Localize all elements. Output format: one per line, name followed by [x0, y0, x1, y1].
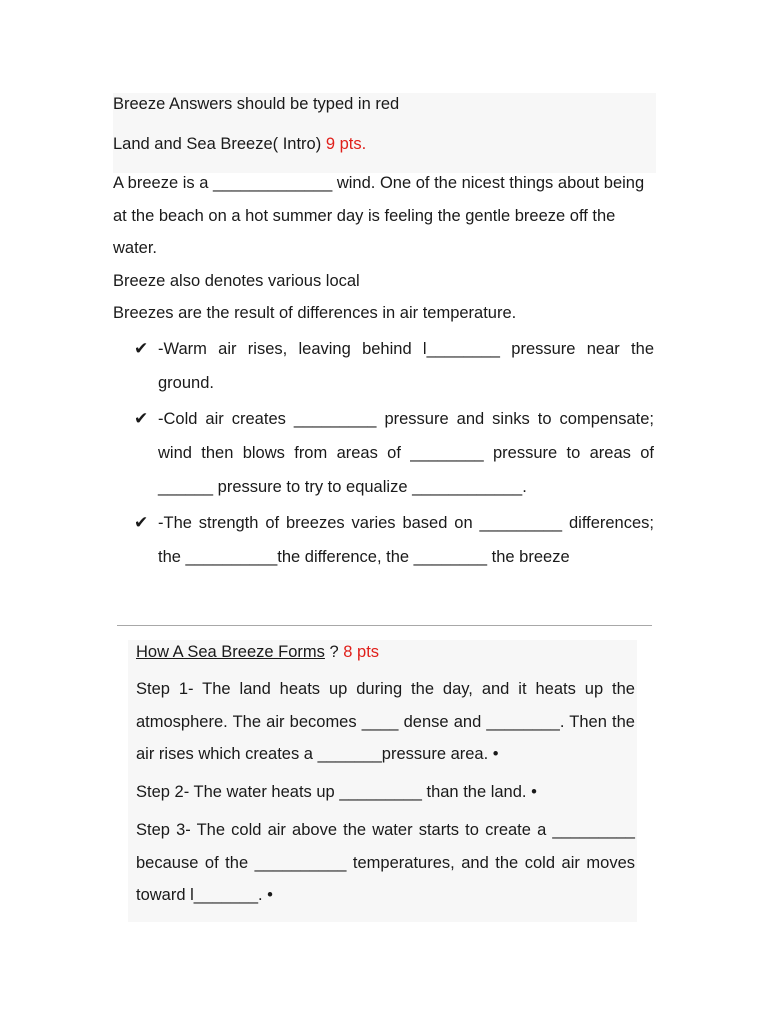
sea-breeze-title-line [136, 642, 379, 662]
step-3: Step 3- The cold air above the water starts to create a _________ because of the __________ temperatures, and the cold air moves toward l_______. • [136, 821, 635, 904]
sea-breeze-title: How A Sea Breeze Forms [136, 643, 325, 661]
intro-paragraph-1: A breeze is a _____________ wind. One of the nicest things about being at the beach on a hot summer day is feeling the gentle breeze off the water. [113, 174, 645, 257]
instruction-line [113, 94, 399, 114]
intro-paragraph-2: Breeze also denotes various local [113, 272, 360, 290]
section-divider [117, 625, 652, 626]
section-title-line [113, 134, 366, 154]
bullet-list [113, 332, 654, 576]
sea-breeze-title-suffix: ? [324, 643, 344, 661]
bullet-item [113, 402, 654, 504]
step-2: Step 2- The water heats up _________ than the land. • [136, 783, 537, 801]
bullet-item [113, 332, 654, 400]
bullet-text: -Warm air rises, leaving behind l________ pressure near the ground. [158, 340, 654, 392]
step-1: Step 1- The land heats up during the day, and it heats up the atmosphere. The air becomes ____ dense and ________. Then the air rises which creates a _______pressure area. • [136, 680, 635, 763]
checkmark-icon: ✔ [134, 409, 149, 428]
bullet-item [113, 506, 654, 574]
instruction-text: Breeze Answers should be typed in red [113, 95, 400, 113]
checkmark-icon: ✔ [134, 339, 149, 358]
bullet-text: -Cold air creates _________ pressure and sinks to compensate; wind then blows from areas of ________ pressure to areas of ______ pressure to try to equalize ____________. [158, 410, 654, 496]
section-points: 9 pts. [325, 135, 367, 153]
sea-breeze-points: 8 pts [343, 643, 380, 661]
bullet-text: -The strength of breezes varies based on _________ differences; the __________the difference, the ________ the breeze [158, 514, 654, 566]
intro-paragraph-3: Breezes are the result of differences in air temperature. [113, 304, 517, 322]
checkmark-icon: ✔ [134, 513, 149, 532]
section-title: Land and Sea Breeze( Intro) [113, 135, 322, 153]
